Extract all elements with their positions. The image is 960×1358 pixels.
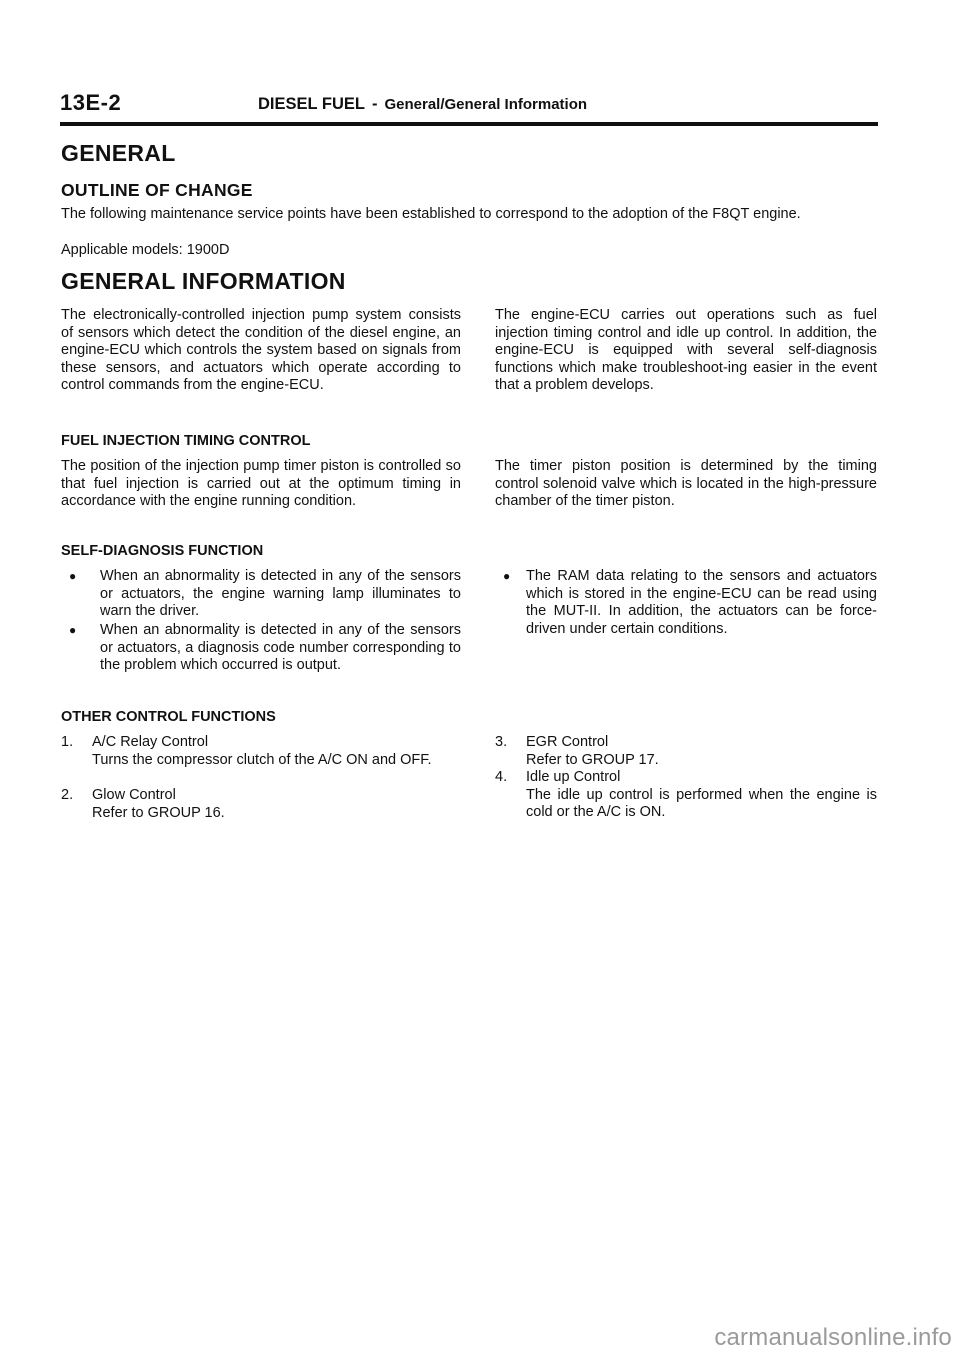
list-item-body [92, 734, 461, 769]
list-item-number: 3. [495, 734, 508, 750]
header-dash: - [371, 95, 378, 113]
heading-general-information: GENERAL INFORMATION [61, 268, 346, 294]
list-item-body [526, 769, 877, 822]
list-item-number: 1. [61, 734, 74, 750]
list-item [61, 734, 461, 788]
applicable-models: Applicable models: 1900D [61, 242, 230, 258]
list-item-title: Idle up Control [526, 769, 621, 785]
list-item-desc: Turns the compressor clutch of the A/C ON and OFF. [92, 751, 432, 768]
heading-general: GENERAL [61, 140, 176, 166]
watermark: carmanualsonline.info [714, 1324, 952, 1351]
list-item-title: Glow Control [92, 787, 176, 803]
list-item-body [526, 734, 877, 769]
list-item-desc: Refer to GROUP 17. [526, 751, 659, 768]
list-item [69, 568, 461, 622]
list-item-desc: Refer to GROUP 16. [92, 804, 225, 821]
list-item [495, 734, 877, 770]
list-item-text: When an abnormality is detected in any of the sensors or actuators, a diagnosis code number corresponding to the problem which occurred is output. [100, 622, 461, 674]
outline-text: The following maintenance service points have been established to correspond to the adoption of the F8QT engine. [61, 206, 801, 222]
list-item-text: When an abnormality is detected in any of the sensors or actuators, the engine warning lamp illuminates to warn the driver. [100, 568, 461, 620]
heading-fuel-injection-timing: FUEL INJECTION TIMING CONTROL [61, 433, 311, 449]
header-subtitle: General/General Information [384, 96, 588, 113]
list-item [69, 622, 461, 694]
heading-other-control-functions: OTHER CONTROL FUNCTIONS [61, 709, 276, 725]
bullet-icon: ● [69, 569, 77, 583]
list-item [495, 568, 877, 658]
list-item-text: The RAM data relating to the sensors and actuators which is stored in the engine-ECU can be read using the MUT-II. In addition, the actuators can be force-driven under certain conditions. [526, 568, 877, 637]
fuel-injection-right: The timer piston position is determined by the timing control solenoid valve which is located in the high-pressure chamber of the timer piston. [495, 458, 877, 510]
header-section: DIESEL FUEL [258, 95, 365, 113]
heading-outline-of-change: OUTLINE OF CHANGE [61, 180, 253, 200]
bullet-icon: ● [503, 569, 511, 583]
page-number: 13E-2 [60, 90, 122, 115]
heading-self-diagnosis: SELF-DIAGNOSIS FUNCTION [61, 543, 264, 559]
general-info-left: The electronically-controlled injection pump system consists of sensors which detect the condition of the diesel engine, an engine-ECU which controls the system based on signals from these sensors, and actuators which operate according to control commands from the engine-ECU. [61, 307, 461, 394]
list-item [61, 787, 461, 823]
list-item-title: EGR Control [526, 734, 609, 750]
list-item-title: A/C Relay Control [92, 734, 209, 750]
list-item [495, 769, 877, 823]
list-item-number: 2. [61, 787, 74, 803]
header-title [258, 95, 587, 114]
bullet-icon: ● [69, 623, 77, 637]
list-item-body [92, 787, 461, 822]
list-item-number: 4. [495, 769, 508, 785]
general-info-right: The engine-ECU carries out operations such as fuel injection timing control and idle up control. In addition, the engine-ECU is equipped with several self-diagnosis functions which make troubleshoot-ing easier in the event that a problem develops. [495, 307, 877, 394]
page-header [60, 90, 878, 126]
list-item-desc: The idle up control is performed when the engine is cold or the A/C is ON. [526, 786, 877, 821]
fuel-injection-left: The position of the injection pump timer piston is controlled so that fuel injection is carried out at the optimum timing in accordance with the engine running condition. [61, 458, 461, 510]
